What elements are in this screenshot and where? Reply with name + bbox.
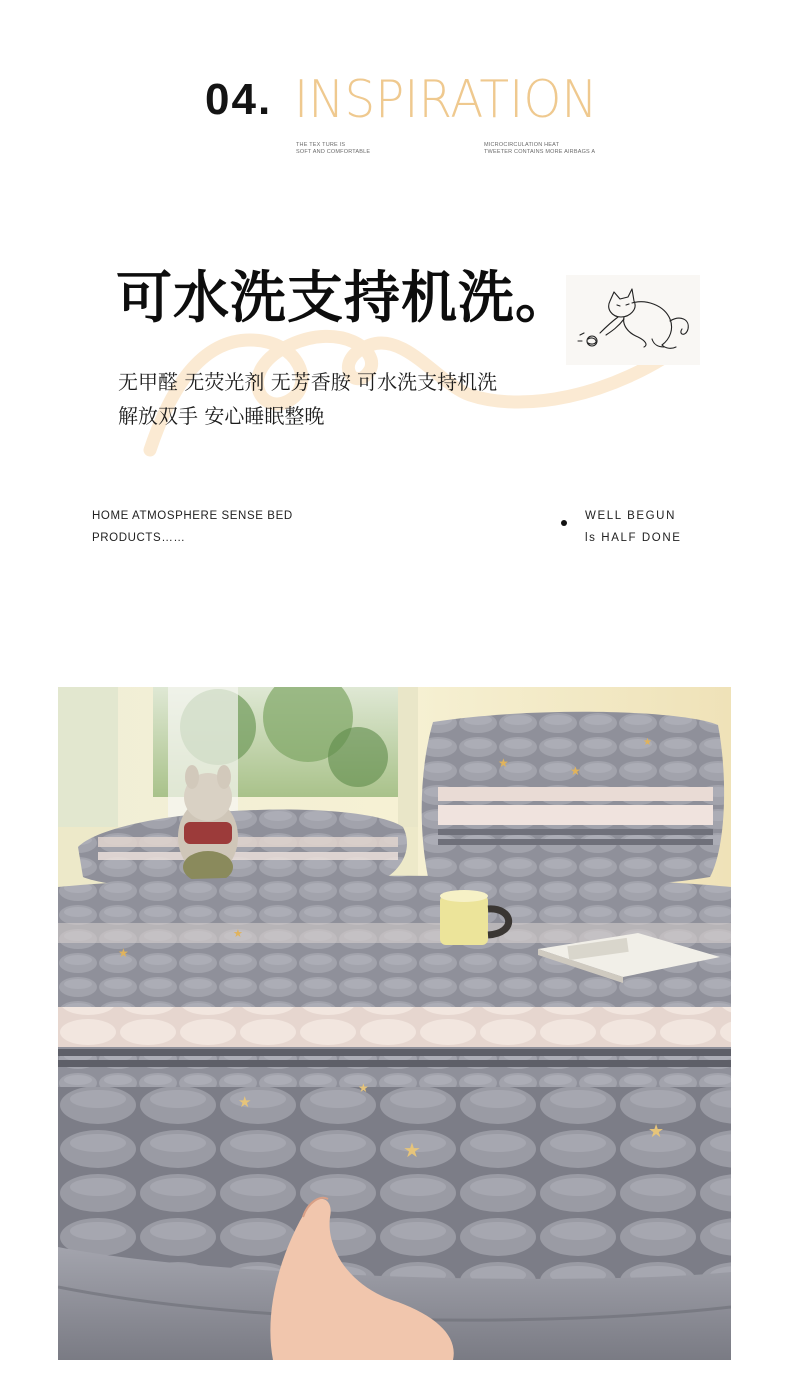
svg-text:★: ★	[643, 737, 652, 748]
caption-right-line-1: WELL BEGUN	[585, 510, 676, 522]
caption-left-line-2: PRODUCTS……	[92, 532, 186, 544]
tagline-right-line-2: TWEETER CONTAINS MORE AIRBAGS A	[484, 149, 596, 155]
tagline-left	[296, 142, 370, 156]
body-text-line-2: 解放双手 安心睡眠整晚	[118, 404, 325, 428]
svg-text:★: ★	[498, 756, 509, 770]
section-number: 04.	[205, 75, 273, 124]
caption-left-line-1: HOME ATMOSPHERE SENSE BED	[92, 510, 293, 522]
tagline-right	[484, 142, 595, 156]
caption-right	[585, 505, 682, 549]
product-photo	[58, 687, 731, 1360]
svg-text:★: ★	[118, 946, 129, 960]
svg-text:★: ★	[238, 1093, 252, 1111]
svg-text:★: ★	[570, 764, 581, 778]
tagline-left-line-2: SOFT AND COMFORTABLE	[296, 149, 371, 155]
body-text-line-1: 无甲醛 无荧光剂 无芳香胺 可水洗支持机洗	[118, 370, 498, 394]
caption-right-line-2: ls HALF DONE	[585, 532, 682, 544]
bullet-dot	[561, 520, 567, 526]
caption-left	[92, 505, 293, 549]
cat-sketch-icon	[566, 275, 700, 365]
svg-text:★: ★	[648, 1121, 665, 1142]
section-title: INSPIRATION	[294, 70, 598, 130]
svg-text:★: ★	[233, 927, 243, 940]
tagline-left-line-1: THE TEX TURE IS	[296, 142, 346, 148]
svg-text:★: ★	[403, 1138, 421, 1162]
headline: 可水洗支持机洗。	[116, 266, 572, 331]
tagline-right-line-1: MICROCIRCULATION HEAT	[484, 142, 560, 148]
svg-text:★: ★	[358, 1081, 369, 1095]
